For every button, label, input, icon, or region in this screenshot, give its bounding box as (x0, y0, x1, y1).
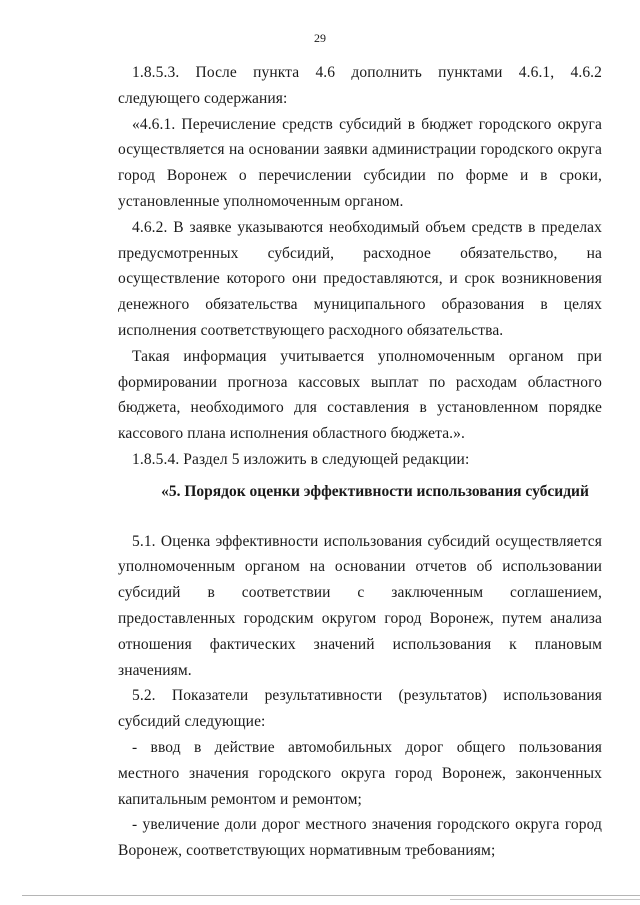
list-item-road-share: - увеличение доли дорог местного значения городского округа город Воронеж, соответствующих нормативным требованиям; (118, 816, 602, 860)
paragraph-1-8-5-4: 1.8.5.4. Раздел 5 изложить в следующей редакции: (132, 450, 470, 468)
list-item-road-commissioning: - ввод в действие автомобильных дорог общего пользования местного значения городского округа город Воронеж, законченных капитальным ремонтом и ремонтом; (118, 738, 602, 808)
section-gap (118, 505, 602, 529)
page-number: 29 (314, 31, 326, 45)
scan-edge-line (22, 895, 640, 896)
paragraph-4-6-1: «4.6.1. Перечисление средств субсидий в бюджет городского округа осуществляется на основании заявки администрации городского округа город Воронеж о перечислении субсидии по форме и в сроки, установленные уполномоченным органом. (118, 115, 602, 210)
document-body (118, 60, 602, 864)
paragraph-1-8-5-3: 1.8.5.3. После пункта 4.6 дополнить пунктами 4.6.1, 4.6.2 следующего содержания: (118, 64, 602, 107)
scan-edge-line-secondary (450, 899, 640, 900)
paragraph-info-usage: Такая информация учитывается уполномоченным органом при формировании прогноза кассовых выплат по расходам областного бюджета, необходимого для составления в установленном порядке кассового плана исполнения областного бюджета.». (118, 347, 602, 443)
paragraph-5-2: 5.2. Показатели результативности (результатов) использования субсидий следующие: (118, 687, 602, 731)
paragraph-4-6-2: 4.6.2. В заявке указываются необходимый объем средств в пределах предусмотренных субсидий, расходное обязательство, на осуществление которого они предоставляются, и срок возникновения денежного обязательства муниципального образования в целях исполнения соответствующего расходного обязательства. (118, 218, 602, 339)
section-5-heading: «5. Порядок оценки эффективности использования субсидий (161, 482, 589, 500)
paragraph-5-1: 5.1. Оценка эффективности использования субсидий осуществляется уполномоченным органом на основании отчетов об использовании субсидий в соответствии с заключенным соглашением, предоставленных городским округом город Воронеж, путем анализа отношения фактических значений использования к плановым значениям. (118, 532, 602, 679)
